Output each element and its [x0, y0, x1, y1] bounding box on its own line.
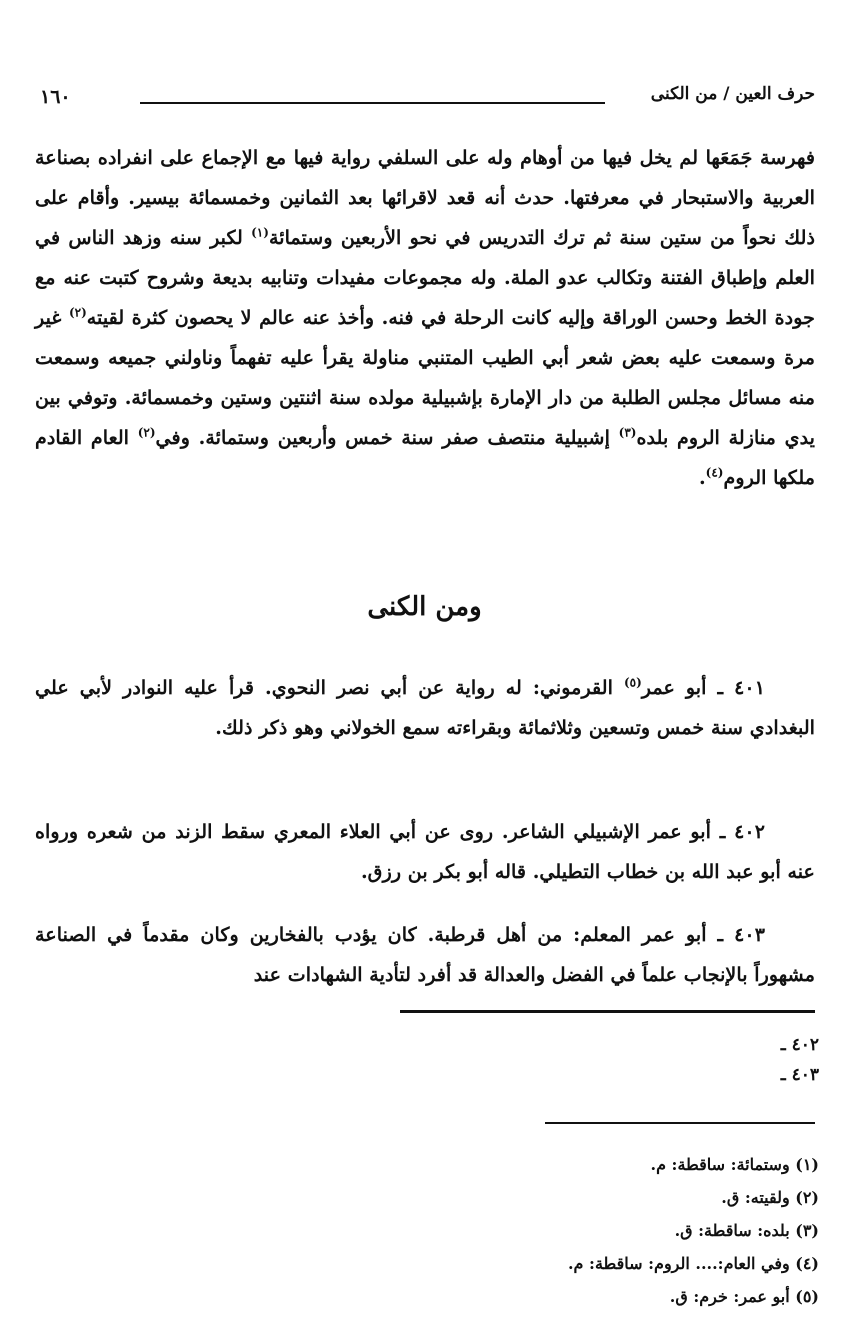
text-run: العام القادم ملكها الروم	[35, 426, 815, 489]
footnote-3: (٣) بلده: ساقطة: ق.	[674, 1221, 819, 1240]
paragraph: ٤٠٢ ـ أبو عمر الإشبيلي الشاعر. روى عن أبي العلاء المعري سقط الزند من شعره ورواه عنه أبو عبد الله بن خطاب التطيلي. قاله أبو بكر بن رزق.	[35, 820, 815, 883]
stub-402: ٤٠٢ ـ	[780, 1035, 819, 1055]
text-run: لكبر سنه وزهد الناس في العلم وإطباق الفتنة وتكالب عدو الملة. وله مجموعات مفيدات وتنابيه بديعة وشروح كتبت عنه مع جودة الخط وحسن الوراقة وإليه كانت الرحلة في فنه. وأخذ عنه عالم لا يحصون كثرة لقيته	[35, 226, 815, 329]
footnote-ref-4: (٤)	[705, 465, 724, 480]
paragraph	[35, 138, 815, 498]
entry-403	[35, 915, 815, 995]
biography-continuation	[35, 138, 815, 498]
paragraph: ٤٠٣ ـ أبو عمر المعلم: من أهل قرطبة. كان يؤدب بالفخارين وكان مقدماً في الصناعة مشهوراً بالإنجاب علماً في الفضل والعدالة قد أفرد لتأدية الشهادات عند	[35, 923, 815, 986]
text-run: ٤٠١ ـ أبو عمر	[641, 676, 766, 699]
page-number: ١٦٠	[40, 86, 71, 108]
footnote-2: (٢) ولقيته: ق.	[721, 1188, 819, 1207]
footnote-5: (٥) أبو عمر: خرم: ق.	[669, 1287, 819, 1306]
section-heading: ومن الكنى	[367, 592, 482, 622]
header-rule	[140, 102, 605, 104]
entry-402	[35, 812, 815, 892]
footnote-ref-2: (٢)	[68, 305, 87, 320]
running-header	[40, 84, 815, 114]
chapter-title: حرف العين / من الكنى	[650, 84, 815, 104]
entry-401	[35, 668, 815, 748]
footnote-separator	[400, 1010, 815, 1013]
text-run: القرموني: له رواية عن أبي نصر النحوي. قرأ عليه النوادر لأبي علي البغدادي سنة خمس وتسعين وثلاثمائة وبقراءته سمع الخولاني وهو ذكر ذلك.	[35, 676, 815, 739]
footnote-1: (١) وستمائة: ساقطة: م.	[650, 1155, 819, 1174]
footnote-ref-5: (٥)	[623, 675, 642, 690]
stub-403: ٤٠٣ ـ	[780, 1065, 819, 1085]
footnotes	[259, 1148, 819, 1313]
reference-stubs	[781, 1030, 819, 1090]
footnote-ref-2b: (٢)	[137, 425, 156, 440]
footnote-4: (٤) وفي العام:.... الروم: ساقطة: م.	[567, 1254, 819, 1273]
footnote-ref-1: (١)	[251, 225, 269, 240]
text-run: .	[698, 466, 706, 489]
text-run: غير مرة وسمعت عليه بعض شعر أبي الطيب المتنبي مناولة يقرأ عليه تفهماً وناولني جميعه وسمعت منه مسائل مجلس الطلبة من دار الإمارة بإشبيلية مولده سنة اثنتين وستين وخمسمائة. وتوفي بين يدي منازلة الروم بلده	[35, 306, 815, 449]
text-run: فهرسة جَمَعَها لم يخل فيها من أوهام وله على السلفي رواية فيها مع الإجماع على انفراده بصناعة العربية والاستبحار في معرفتها. حدث أنه قعد لاقرائها بعد الثمانين وخمسمائة بيسير. وأقام على ذلك نحواً من ستين سنة ثم ترك التدريس في نحو الأربعين وستمائة	[35, 146, 815, 249]
paragraph	[35, 668, 815, 748]
footnote-rule	[545, 1122, 815, 1124]
text-run: إشبيلية منتصف صفر سنة خمس وأربعين وستمائة. وفي	[155, 426, 619, 449]
footnote-ref-3: (٣)	[618, 425, 637, 440]
